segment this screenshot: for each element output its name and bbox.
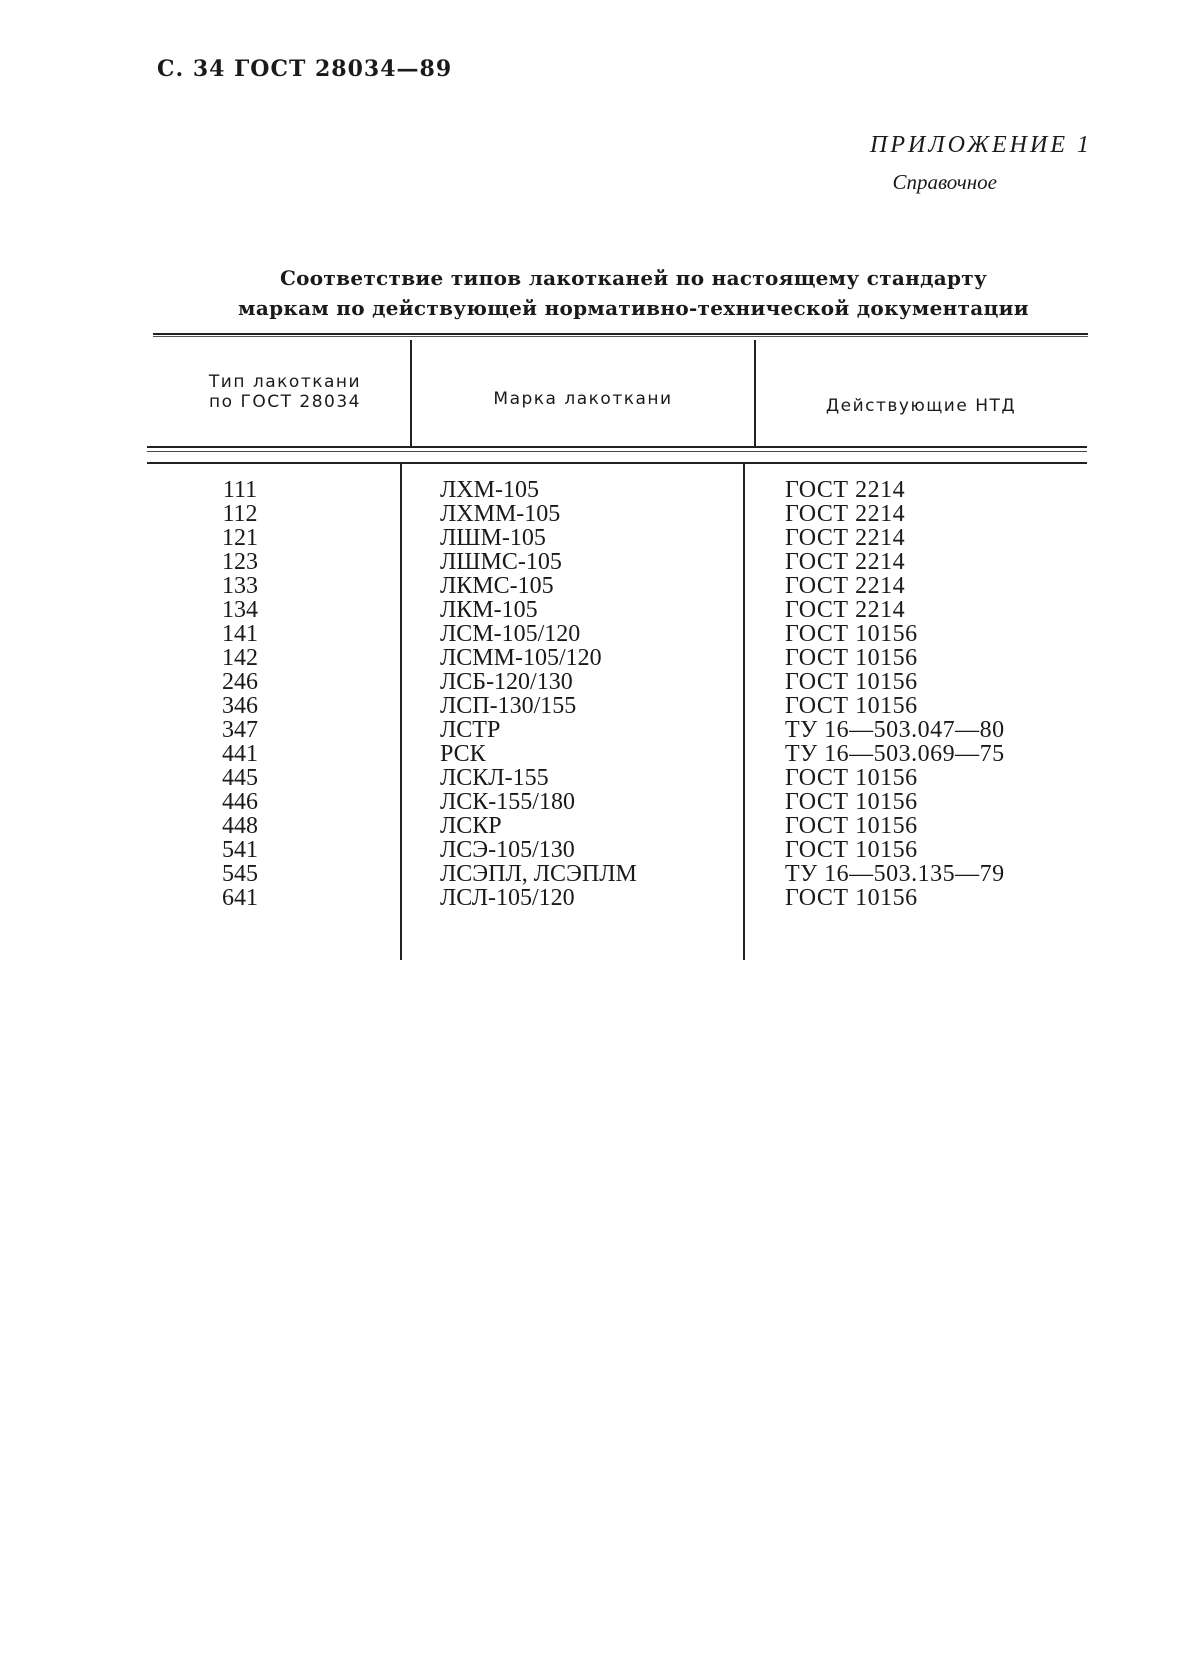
table-row bbox=[0, 478, 1187, 502]
table-row bbox=[0, 574, 1187, 598]
table-row bbox=[0, 694, 1187, 718]
cell-ntd: ГОСТ 2214 bbox=[785, 549, 906, 575]
cell-brand: ЛСКР bbox=[440, 813, 502, 839]
header-bottom-rule bbox=[147, 446, 1087, 448]
cell-brand: РСК bbox=[440, 741, 486, 767]
cell-type: 142 bbox=[222, 645, 258, 671]
cell-type: 111 bbox=[222, 477, 258, 503]
table-title-line1: Соответствие типов лакотканей по настоящему стандарту bbox=[279, 266, 988, 290]
cell-type: 347 bbox=[222, 717, 258, 743]
cell-brand: ЛКМ-105 bbox=[440, 597, 538, 623]
table-row bbox=[0, 790, 1187, 814]
cell-ntd: ГОСТ 10156 bbox=[785, 837, 918, 863]
cell-ntd: ГОСТ 2214 bbox=[785, 477, 906, 503]
cell-type: 141 bbox=[222, 621, 258, 647]
cell-ntd: ГОСТ 10156 bbox=[785, 645, 918, 671]
cell-ntd: ГОСТ 10156 bbox=[785, 765, 918, 791]
cell-ntd: ГОСТ 10156 bbox=[785, 621, 918, 647]
column-header-brand: Марка лакоткани bbox=[493, 389, 673, 409]
cell-type: 445 bbox=[222, 765, 258, 791]
column-header-type-line2: по ГОСТ 28034 bbox=[209, 392, 361, 412]
column-header-ntd: Действующие НТД bbox=[825, 396, 1017, 416]
cell-ntd: ТУ 16—503.069—75 bbox=[785, 741, 1005, 767]
cell-brand: ЛСМ-105/120 bbox=[440, 621, 581, 647]
cell-brand: ЛКМС-105 bbox=[440, 573, 554, 599]
cell-type: 346 bbox=[222, 693, 258, 719]
cell-brand: ЛСЭ-105/130 bbox=[440, 837, 575, 863]
cell-brand: ЛСММ-105/120 bbox=[440, 645, 602, 671]
cell-type: 112 bbox=[222, 501, 258, 527]
appendix-subtitle: Справочное bbox=[892, 170, 997, 194]
cell-ntd: ГОСТ 10156 bbox=[785, 885, 918, 911]
table-row bbox=[0, 766, 1187, 790]
cell-ntd: ГОСТ 10156 bbox=[785, 789, 918, 815]
table-row bbox=[0, 598, 1187, 622]
header-divider-2 bbox=[754, 340, 756, 448]
cell-ntd: ГОСТ 2214 bbox=[785, 501, 906, 527]
cell-brand: ЛШМ-105 bbox=[440, 525, 546, 551]
table-top-rule-inner bbox=[153, 336, 1088, 337]
table-row bbox=[0, 622, 1187, 646]
cell-type: 133 bbox=[222, 573, 258, 599]
header-bottom-rule-2 bbox=[147, 451, 1087, 452]
table-row bbox=[0, 814, 1187, 838]
cell-ntd: ТУ 16—503.135—79 bbox=[785, 861, 1005, 887]
header-bottom-rule-3 bbox=[147, 462, 1087, 464]
cell-brand: ЛШМС-105 bbox=[440, 549, 562, 575]
cell-brand: ЛХММ-105 bbox=[440, 501, 561, 527]
cell-ntd: ГОСТ 2214 bbox=[785, 597, 906, 623]
cell-type: 121 bbox=[222, 525, 258, 551]
cell-brand: ЛСБ-120/130 bbox=[440, 669, 573, 695]
cell-brand: ЛСТР bbox=[440, 717, 501, 743]
table-row bbox=[0, 718, 1187, 742]
cell-ntd: ТУ 16—503.047—80 bbox=[785, 717, 1005, 743]
cell-ntd: ГОСТ 2214 bbox=[785, 573, 906, 599]
table-body bbox=[0, 478, 1187, 910]
cell-type: 641 bbox=[222, 885, 258, 911]
column-header-type-line1: Тип лакоткани bbox=[208, 372, 362, 392]
table-row bbox=[0, 838, 1187, 862]
table-row bbox=[0, 670, 1187, 694]
page-header: С. 34 ГОСТ 28034—89 bbox=[157, 56, 453, 82]
cell-brand: ЛСЛ-105/120 bbox=[440, 885, 575, 911]
cell-type: 446 bbox=[222, 789, 258, 815]
cell-brand: ЛСП-130/155 bbox=[440, 693, 577, 719]
cell-brand: ЛСКЛ-155 bbox=[440, 765, 549, 791]
table-row bbox=[0, 550, 1187, 574]
cell-type: 448 bbox=[222, 813, 258, 839]
cell-brand: ЛСК-155/180 bbox=[440, 789, 575, 815]
table-row bbox=[0, 886, 1187, 910]
cell-brand: ЛХМ-105 bbox=[440, 477, 539, 503]
cell-type: 441 bbox=[222, 741, 258, 767]
cell-ntd: ГОСТ 2214 bbox=[785, 525, 906, 551]
table-row bbox=[0, 526, 1187, 550]
cell-type: 123 bbox=[222, 549, 258, 575]
table-top-rule bbox=[153, 333, 1088, 335]
table-title-line2: маркам по действующей нормативно-технической документации bbox=[238, 296, 1029, 320]
table-row bbox=[0, 502, 1187, 526]
cell-brand: ЛСЭПЛ, ЛСЭПЛМ bbox=[440, 861, 637, 887]
appendix-title: ПРИЛОЖЕНИЕ 1 bbox=[870, 132, 1092, 158]
cell-type: 545 bbox=[222, 861, 258, 887]
column-header-type bbox=[160, 372, 410, 412]
cell-ntd: ГОСТ 10156 bbox=[785, 813, 918, 839]
table-row bbox=[0, 862, 1187, 886]
table-row bbox=[0, 646, 1187, 670]
cell-ntd: ГОСТ 10156 bbox=[785, 669, 918, 695]
cell-type: 134 bbox=[222, 597, 258, 623]
cell-ntd: ГОСТ 10156 bbox=[785, 693, 918, 719]
cell-type: 246 bbox=[222, 669, 258, 695]
cell-type: 541 bbox=[222, 837, 258, 863]
table-row bbox=[0, 742, 1187, 766]
